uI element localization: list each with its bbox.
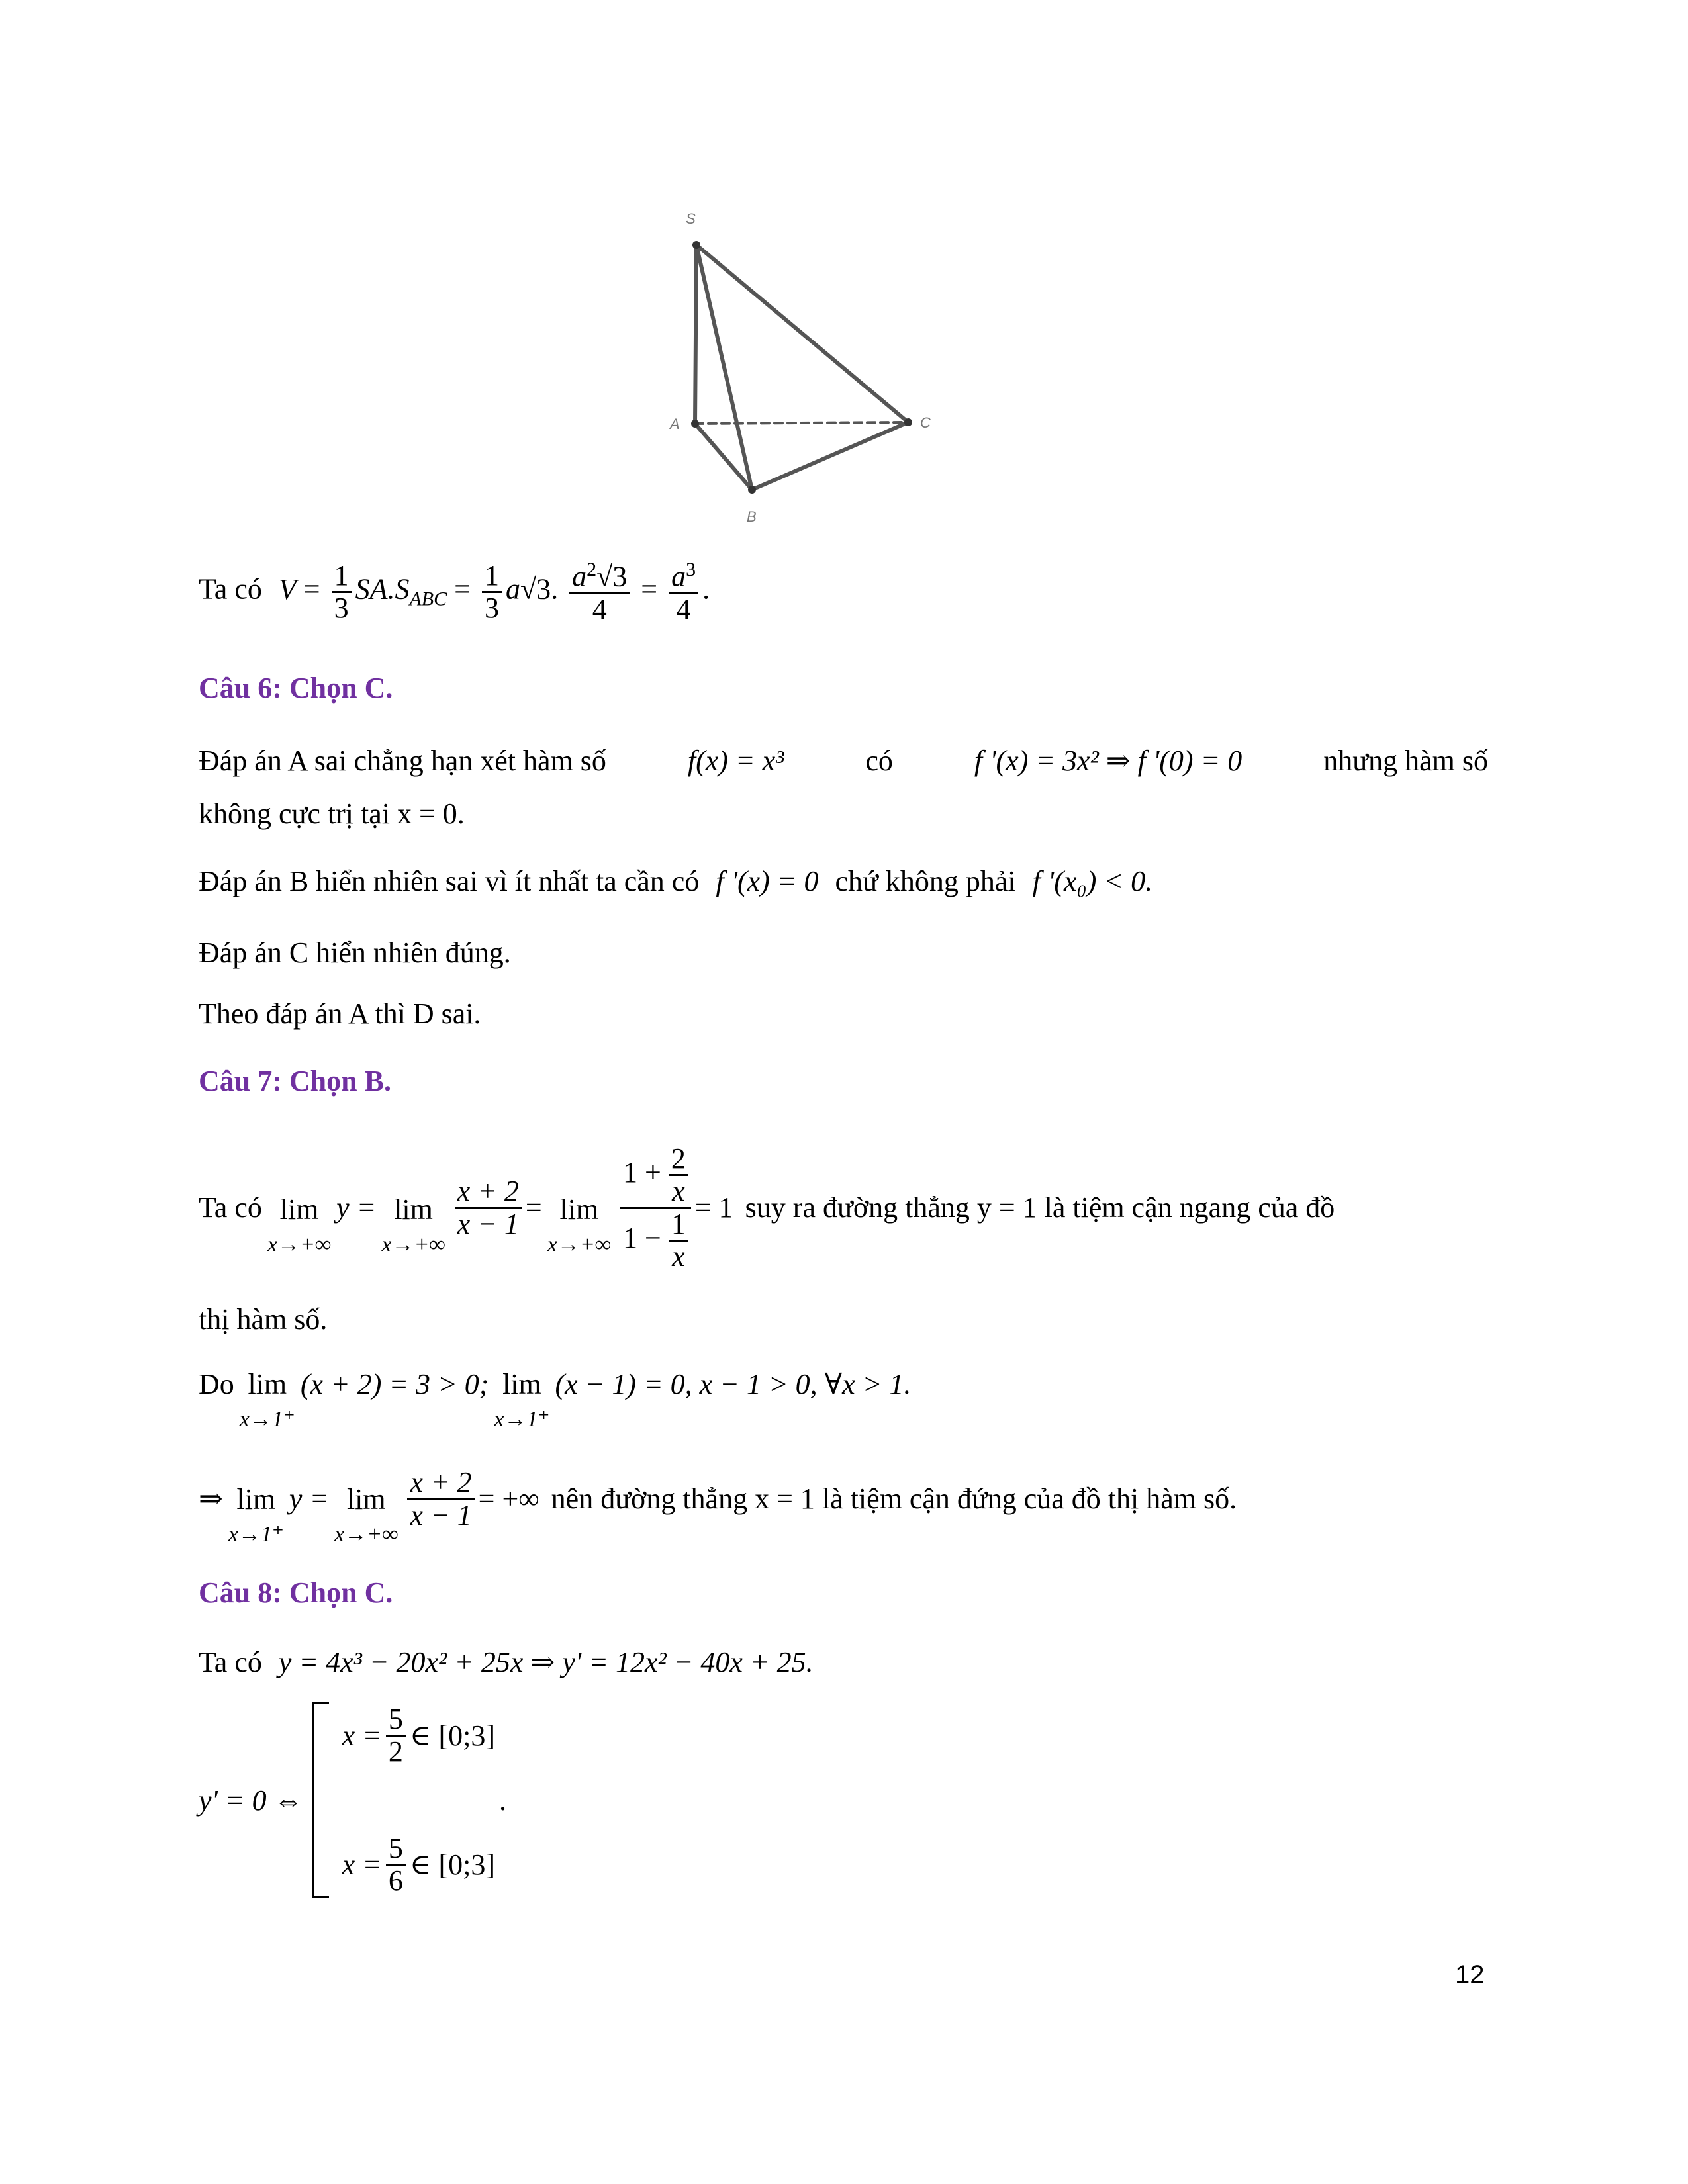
q6-paragraph-1-line-1: Đáp án A sai chẳng hạn xét hàm số f(x) = x³ có f '(x) = 3x² ⇒ f '(0) = 0 nhưng hàm số — [199, 745, 1488, 777]
edge-SA — [695, 245, 696, 424]
q8-derivative-line: Ta có y = 4x³ − 20x² + 25x ⇒ y' = 12x² − 40x + 25. — [199, 1646, 814, 1678]
bracket — [312, 1702, 329, 1898]
q6-paragraph-3: Đáp án C hiển nhiên đúng. — [199, 936, 511, 969]
q7-limit-line-2: thị hàm số. — [199, 1303, 328, 1336]
edge-SC — [696, 245, 908, 422]
vertex-label-S: S — [686, 210, 696, 227]
edge-BC — [752, 422, 908, 490]
q7-heading: Câu 7: Chọn B. — [199, 1065, 391, 1097]
q6-paragraph-1-line-2: không cực trị tại x = 0. — [199, 797, 465, 830]
q7-limit-line: Ta có lim x→+∞ y = lim x→+∞ $\frac{x + 2}{x - 1}$ = lim x→+∞ 1 + $\frac{2}{x}$ 1 − $\frac{1}{x}$ = 1 suy ra đường thẳng y = 1 là tiệm cận ngang của đồ — [199, 1142, 1335, 1273]
edge-AC-hidden — [695, 422, 908, 424]
edge-SB — [696, 245, 752, 490]
q6-paragraph-2: Đáp án B hiển nhiên sai vì ít nhất ta cần có f '(x) = 0 chứ không phải f '(x₀) < 0. — [199, 865, 1153, 897]
q6-heading: Câu 6: Chọn C. — [199, 672, 393, 704]
q7-implies-line: ⇒ lim x→1⁺ y = lim x→+∞ $\frac{x + 2}{x - 1}$ = +∞ nên đường thẳng x = 1 là tiệm cận đứng của đồ thị hàm số. — [199, 1466, 1237, 1547]
vertex-label-C: C — [920, 414, 931, 431]
q6-paragraph-4: Theo đáp án A thì D sai. — [199, 997, 481, 1030]
vertex-label-B: B — [747, 508, 757, 525]
volume-formula: Ta có V = $\frac{1}{3}$ $SA.S_{ABC}$ = $\frac{1}{3}$ a√3. $\frac{a^2√3}{4}$ = $\frac{a^3}{4}$ . — [199, 559, 710, 625]
q8-heading: Câu 8: Chọn C. — [199, 1576, 393, 1609]
q8-roots: y' = 0 ⇔ x = $\frac{5}{2}$ ∈ [0;3] x = $\frac{5}{6}$ ∈ [0;3] . — [199, 1701, 506, 1899]
vertex-label-A: A — [670, 416, 680, 432]
q7-do-line: Do lim x→1⁺ (x + 2) = 3 > 0; lim x→1⁺ (x − 1) = 0, x − 1 > 0, ∀x > 1. — [199, 1368, 912, 1432]
pyramid-figure — [649, 199, 966, 529]
page-number: 12 — [1455, 1960, 1485, 1989]
